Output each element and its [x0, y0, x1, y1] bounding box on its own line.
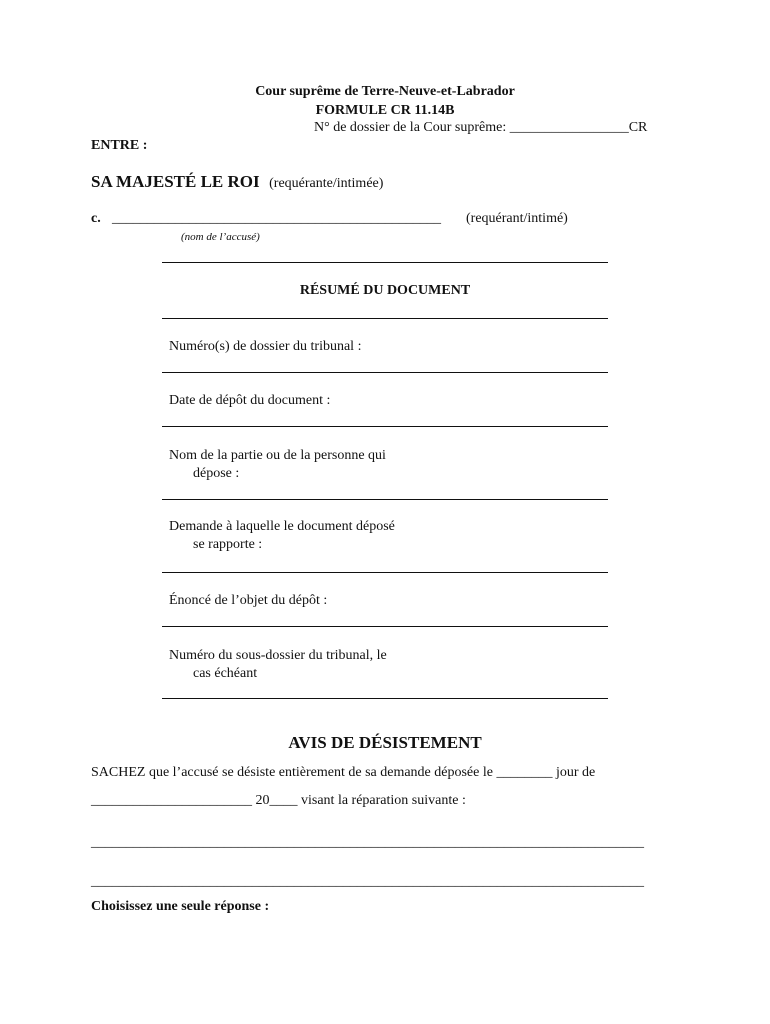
- field-label: Numéro du sous-dossier du tribunal, le: [169, 648, 387, 663]
- field-label: Demande à laquelle le document déposé: [169, 519, 395, 534]
- divider: [162, 499, 608, 500]
- divider: [162, 572, 608, 573]
- between-label: ENTRE :: [91, 138, 148, 153]
- accused-role: (requérant/intimé): [466, 211, 568, 226]
- field-label: Date de dépôt du document :: [169, 393, 331, 408]
- field-label: Énoncé de l’objet du dépôt :: [169, 593, 328, 608]
- summary-field-court-file[interactable]: [169, 338, 361, 356]
- notice-paragraph-1[interactable]: SACHEZ que l’accusé se désiste entièrement de sa demande déposée le ________ jour de: [91, 765, 596, 780]
- divider: [162, 318, 608, 319]
- field-label: Nom de la partie ou de la personne qui: [169, 448, 386, 463]
- court-file-number[interactable]: N° de dossier de la Cour suprême: _________________CR: [314, 120, 648, 135]
- form-number: FORMULE CR 11.14B: [315, 103, 455, 118]
- field-label-cont: dépose :: [193, 466, 240, 481]
- summary-field-subfile[interactable]: [169, 647, 387, 683]
- crown-name: SA MAJESTÉ LE ROI: [91, 172, 260, 191]
- relief-line-1[interactable]: _______________________________________________________________________________: [91, 835, 644, 850]
- summary-field-filing-date[interactable]: [169, 392, 330, 410]
- divider: [162, 262, 608, 263]
- crown-party: [91, 172, 383, 192]
- summary-field-application[interactable]: [169, 518, 395, 554]
- field-label: Numéro(s) de dossier du tribunal :: [169, 339, 362, 354]
- accused-name-field[interactable]: _______________________________________________: [112, 211, 441, 226]
- versus-label: c.: [91, 211, 101, 226]
- divider: [162, 426, 608, 427]
- notice-title: AVIS DE DÉSISTEMENT: [288, 733, 482, 752]
- summary-title: RÉSUMÉ DU DOCUMENT: [299, 283, 471, 298]
- field-label-cont: cas échéant: [193, 666, 258, 681]
- crown-role: (requérante/intimée): [269, 176, 384, 191]
- divider: [162, 372, 608, 373]
- divider: [162, 698, 608, 699]
- field-label-cont: se rapporte :: [193, 537, 263, 552]
- notice-paragraph-2[interactable]: _______________________ 20____ visant la réparation suivante :: [91, 793, 466, 808]
- summary-field-purpose[interactable]: [169, 592, 327, 610]
- summary-field-filing-party[interactable]: [169, 447, 386, 483]
- divider: [162, 626, 608, 627]
- accused-name-hint: (nom de l’accusé): [181, 231, 260, 243]
- choose-one-label: Choisissez une seule réponse :: [91, 899, 270, 914]
- relief-line-2[interactable]: _______________________________________________________________________________: [91, 874, 644, 889]
- court-name: Cour suprême de Terre-Neuve-et-Labrador: [255, 84, 515, 99]
